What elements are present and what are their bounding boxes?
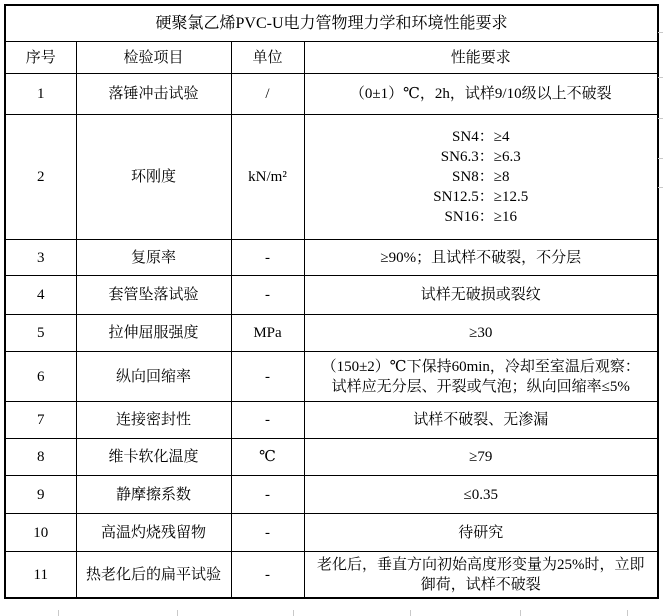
- cell-req: [304, 115, 658, 240]
- requirements-table-body: [5, 5, 658, 598]
- cell-item: 拉伸屈服强度: [76, 315, 231, 352]
- requirement-line: （0±1）℃，2h，试样9/10级以上不破裂: [349, 86, 612, 102]
- gridline-tick: [410, 610, 411, 616]
- requirement-line: 试样应无分层、开裂或气泡；纵向回缩率≤5%: [331, 378, 630, 395]
- gridline-tick: [658, 32, 663, 33]
- cell-no: 5: [5, 315, 76, 352]
- cell-unit: kN/m²: [231, 115, 304, 240]
- table-row: [5, 74, 658, 115]
- cell-unit: ℃: [231, 439, 304, 476]
- gridline-tick: [658, 158, 663, 159]
- gridline-tick: [520, 610, 521, 616]
- cell-unit: -: [231, 276, 304, 315]
- table-row: [5, 115, 658, 240]
- table-row: [5, 402, 658, 439]
- cell-req: [304, 74, 658, 115]
- cell-req: [304, 439, 658, 476]
- gridline-tick: [58, 610, 59, 616]
- cell-no: 9: [5, 476, 76, 514]
- cell-req: [304, 276, 658, 315]
- table-title: 硬聚氯乙烯PVC-U电力管物理力学和环境性能要求: [5, 5, 658, 42]
- requirement-line: SN8：≥8: [452, 169, 510, 185]
- table-header-row: [5, 42, 658, 74]
- cell-req: [304, 352, 658, 402]
- table-row: [5, 315, 658, 352]
- cell-item: 热老化后的扁平试验: [76, 552, 231, 599]
- cell-no: 3: [5, 240, 76, 276]
- cell-item: 套管坠落试验: [76, 276, 231, 315]
- cell-item: 静摩擦系数: [76, 476, 231, 514]
- gridline-tick: [627, 610, 628, 616]
- requirement-line: 御荷，试样不破裂: [420, 576, 541, 593]
- requirement-line: 试样无破损或裂纹: [420, 287, 541, 303]
- cell-unit: MPa: [231, 315, 304, 352]
- requirement-line: SN12.5：≥12.5: [433, 189, 529, 205]
- requirement-line: 老化后，垂直方向初始高度形变量为25%时，立即: [317, 556, 645, 573]
- cell-req: [304, 402, 658, 439]
- gridline-tick: [293, 610, 294, 616]
- table-title-row: [5, 5, 658, 42]
- requirement-line: SN6.3：≥6.3: [440, 149, 521, 165]
- cell-no: 7: [5, 402, 76, 439]
- header-req: 性能要求: [304, 42, 658, 74]
- cell-item: 维卡软化温度: [76, 439, 231, 476]
- cell-item: 高温灼烧残留物: [76, 514, 231, 552]
- cell-unit: -: [231, 514, 304, 552]
- table-row: [5, 240, 658, 276]
- cell-item: 环刚度: [76, 115, 231, 240]
- cell-unit: -: [231, 240, 304, 276]
- cell-no: 2: [5, 115, 76, 240]
- table-row: [5, 352, 658, 402]
- cell-req: [304, 476, 658, 514]
- cell-unit: -: [231, 476, 304, 514]
- requirement-line: 试样不破裂、无渗漏: [413, 412, 549, 428]
- cell-req: [304, 240, 658, 276]
- cell-no: 4: [5, 276, 76, 315]
- table-row: [5, 276, 658, 315]
- header-no: 序号: [5, 42, 76, 74]
- requirement-line: SN4：≥4: [452, 129, 510, 145]
- requirement-line: （150±2）℃下保持60min，冷却至室温后观察：: [321, 358, 640, 375]
- requirement-line: SN16：≥16: [444, 209, 517, 225]
- requirement-line: ≥30: [469, 325, 493, 341]
- cell-item: 连接密封性: [76, 402, 231, 439]
- gridline-tick: [177, 610, 178, 616]
- cell-unit: -: [231, 352, 304, 402]
- performance-requirements-table: [4, 4, 659, 599]
- cell-no: 10: [5, 514, 76, 552]
- cell-unit: /: [231, 74, 304, 115]
- cell-no: 6: [5, 352, 76, 402]
- table-row: [5, 476, 658, 514]
- header-item: 检验项目: [76, 42, 231, 74]
- requirement-line: ≤0.35: [463, 486, 498, 503]
- requirement-line: 待研究: [458, 524, 504, 541]
- table-row: [5, 514, 658, 552]
- header-unit: 单位: [231, 42, 304, 74]
- cell-req: [304, 315, 658, 352]
- requirement-line: ≥79: [469, 449, 493, 465]
- cell-item: 复原率: [76, 240, 231, 276]
- cell-unit: -: [231, 552, 304, 599]
- cell-req: [304, 514, 658, 552]
- cell-no: 11: [5, 552, 76, 599]
- table-row: [5, 439, 658, 476]
- cell-no: 1: [5, 74, 76, 115]
- gridline-tick: [658, 77, 663, 78]
- cell-no: 8: [5, 439, 76, 476]
- gridline-tick: [658, 187, 663, 188]
- table-row: [5, 552, 658, 599]
- requirement-line: ≥90%；且试样不破裂，不分层: [380, 249, 582, 266]
- cell-req: [304, 552, 658, 599]
- gridline-tick: [658, 118, 663, 119]
- cell-item: 落锤冲击试验: [76, 74, 231, 115]
- cell-item: 纵向回缩率: [76, 352, 231, 402]
- cell-unit: -: [231, 402, 304, 439]
